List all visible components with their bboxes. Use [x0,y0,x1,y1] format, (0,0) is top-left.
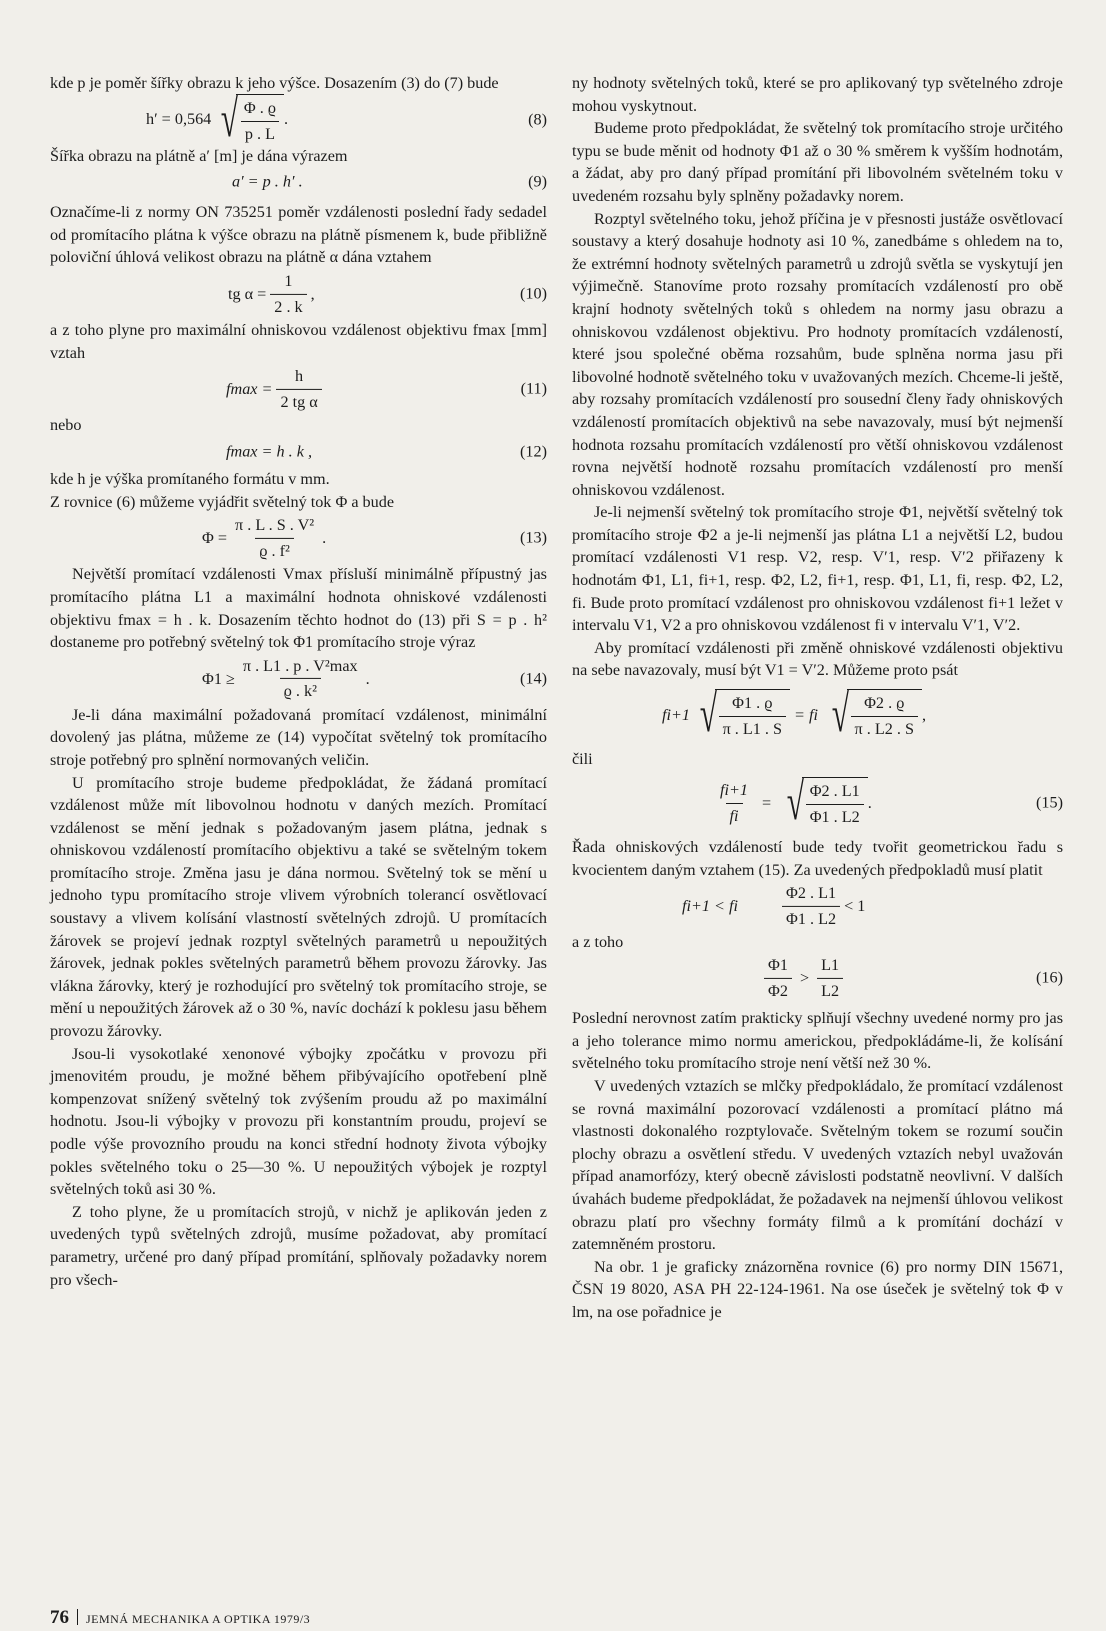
equation-11: fmax = $\frac{h}{\text{2 tg α}}$ (11) [50,366,547,412]
equation-number: (9) [528,172,547,191]
equation-root-relation: fi+1 √ $\frac{\Phi 1 . ϱ}{\pi . L1 . S}$ = fi √ $\frac{\Phi 2 . ϱ}{\pi . L2 . S}$ , [662,686,927,744]
paragraph: Šířka obrazu na plátně a′ [m] je dána výrazem [50,146,348,165]
equation-16: $\frac{\Phi 1}{\Phi 2}$ > $\frac{L1}{L2}$ (16) [572,955,1063,1001]
equation-number: (11) [520,379,547,398]
equation-number: (15) [1036,793,1063,812]
paragraph: a z toho plyne pro maximální ohniskovou vzdálenost objektivu fmax [mm] vztah [50,320,547,362]
equation-12: fmax = h . k , (12) [50,438,547,466]
equation-13: Φ = $\frac{\text{π . L . S . V²}}{\text{ϱ . f²}}$ . (13) [50,515,547,561]
equation-9: a′ = p . h′ . (9) [50,169,547,195]
equation-14: Φ1 ≥ $\frac{\text{π . L1 . p . V²max}}{\text{ϱ . k²}}$ . (14) [50,656,547,702]
paragraph: kde p je poměr šířky obrazu k jeho výšce. Dosazením (3) do (7) bude [50,74,499,92]
paragraph: Z toho plyne, že u promítacích strojů, v nichž je aplikován jeden z uvedených typů světelných zdrojů, musíme požadovat, aby promítací parametry, určené pro daný případ promítání, splňovaly požadavky norem pro všech- [50,1202,547,1289]
paragraph: V uvedených vztazích se mlčky předpokládalo, že promítací vzdálenost se rovná maximální pozorovací vzdálenosti a promítací plátno má vlastnosti dokonalého rozptylovače. Světelným tokem se rozumí součin plochy obrazu a osvětlení středu. V uvedených vztazích nebyl uvažován případ anamorfózy, který obecně závislosti podstatně neovlivní. V dalších úvahách budeme předpokládat, že požadavek na nejmenší úhlovou velikost obrazu platí pro všechny formáty filmů a k promítání dochází v zatemněném prostoru. [572,1077,1063,1254]
paragraph: ny hodnoty světelných toků, které se pro aplikovaný typ světelného zdroje mohou vyskytnout. [572,74,1063,115]
paragraph: Na obr. 1 je graficky znázorněna rovnice (6) pro normy DIN 15671, ČSN 19 8020, ASA PH 22-124-1961. Na ose úseček je světelný tok Φ v lm, na ose pořadnice je [572,1257,1063,1321]
paragraph: Je-li dána maximální požadovaná promítací vzdálenost, minimální dovolený jas plátna, můžeme ze (14) vypočítat světelný tok promítacího stroje potřebný pro splnění normovaných veličin. [50,705,547,769]
paragraph: Je-li nejmenší světelný tok promítacího stroje Φ1, největší světelný tok promítacího stroje Φ2 a je-li nejmenší jas plátna L1 a největší L2, budou promítací vzdálenosti V1 resp. V2, resp. V′1, resp. V′2 přiřazeny k hodnotám Φ1, L1, fi+1, resp. Φ2, L2, fi+1, resp. Φ1, L1, fi, resp. Φ2, L2, fi. Bude proto promítací vzdálenost pro ohniskovou vzdálenost fi+1 ležet v intervalu V1, V2 a pro ohniskovou vzdálenost fi v intervalu V′1, V′2. [572,503,1063,635]
text-cili: čili [572,750,593,769]
paragraph: Označíme-li z normy ON 735251 poměr vzdálenosti poslední řady sedadel od promítacího plátna k výšce obrazu na plátně písmenem k, bude přibližně poloviční úhlová velikost obrazu na plátně α dána vztahem [50,203,547,267]
paragraph: Poslední nerovnost zatím prakticky splňují všechny uvedené normy pro jas a jeho tolerance mimo normu americkou, předpokládáme-li, že kolísání světelného toku promítacího stroje není větší než 30 %. [572,1009,1063,1073]
equation-8: h′ = 0,564 √ $\frac{\Phi . ϱ}{p . L}$ . (8) [146,90,547,148]
equation-number: (16) [1036,968,1063,987]
equation-number: (8) [528,110,547,129]
fraction: $\frac{\Phi . ϱ}{p . L}$ [240,97,280,145]
footer-divider [77,1609,78,1625]
paragraph: Rozptyl světelného toku, jehož příčina je v přesnosti justáže osvětlovací soustavy a který dosahuje hodnoty asi 10 %, zanedbáme s ohledem na to, že extrémní hodnoty světelných parametrů u zdrojů světla se vyskytují jen výjimečně. Stanovíme proto rozsahy promítacích vzdáleností pro obě krajní hodnoty světelných toků s ohledem na normy jasu obrazu a ohniskovou vzdálenost objektivu. Pro hodnoty promítacích vzdáleností, které jsou společné oběma rozsahům, bude splněna norma jasu při libovolné hodnotě světelného toku v uvažovaných mezích. Chceme-li ještě, aby rozsahy promítacích vzdáleností pro sousední členy řady ohniskových vzdáleností promítacích objektivů na sebe navazovaly, musí být nejmenší hodnota rozsahu promítacích vzdáleností pro větší ohniskovou vzdálenost rovna největší hodnotě rozsahu promítacích vzdáleností pro menší ohniskovou vzdálenost. [572,209,1063,499]
inequality: fi+1 < fi $\frac{\Phi 2 . L1}{\Phi 1 . L2}$ < 1 [572,883,1063,929]
page-footer [50,1607,310,1629]
right-column [572,72,1063,1324]
paragraph: Řada ohniskových vzdáleností bude tedy tvořit geometrickou řadu s kvocientem daným vztahem (15). Za uvedených předpokladů musí platit [572,838,1063,879]
equation-15: $\frac{fi+1}{fi}$ = √ $\frac{\Phi 2 . L1}{\Phi 1 . L2}$ . (15) [720,774,1063,832]
equation-lhs: h′ = 0,564 [146,110,212,129]
left-column [50,72,547,1291]
paragraph: kde h je výška promítaného formátu v mm. [50,470,330,489]
equation-number: (10) [520,284,547,303]
paragraph: Budeme proto předpokládat, že světelný tok promítacího stroje určitého typu se bude měnit od hodnoty Φ1 až o 30 % směrem k vyšším hodnotám, a žádat, aby pro daný případ promítání při libovolném světelném toku v uvedeném rozsahu byly splněny požadavky norem. [572,119,1063,205]
paragraph: U promítacího stroje budeme předpokládat, že žádaná promítací vzdálenost může mít libovolnou hodnotu v daných mezích. Promítací vzdálenost se mění jednak s požadovaným jasem plátna, jednak s ohniskovou vzdáleností promítacího objektivu a také se světelným tokem promítacího stroje. Změna jasu je dána normou. Světelný tok se mění u jednoho typu promítacího stroje vlivem výrobních tolerancí osvětlovací soustavy a vlivem kolísání vlastností světelných zdrojů. U promítacích žárovek se projeví jednak rozptyl světelných parametrů u nepoužitých žárovek, jednak pokles světelných parametrů během provozu žárovky. Jas vlákna žárovky, který je rozhodující pro světelný tok promítacího stroje, se mění u nepoužitých žárovek až o 30 %, navíc dochází k poklesu jasu během provozu žárovky. [50,773,547,1041]
paragraph: Jsou-li vysokotlaké xenonové výbojky zpočátku v provozu při jmenovitém proudu, je možné během přibývajícího opotřebení plně kompenzovat snížený světelný tok zvýšením proudu až po maximální hodnotu. Jsou-li výbojky v provozu při konstantním proudu, projeví se podle výše provozního proudu na konci střední hodnoty života výbojky pokles světelného toku o 25—30 %. U nepoužitých výbojek je rozptyl světelných toků asi 30 %. [50,1044,547,1199]
paragraph: Z rovnice (6) můžeme vyjádřit světelný tok Φ a bude [50,492,395,511]
equation-10: tg α = $\frac{1}{2 . k}$ , (10) [50,271,547,317]
paragraph: Největší promítací vzdálenosti Vmax přísluší minimálně přípustný jas promítacího plátna L1 a maximální hodnota ohniskové vzdálenosti objektivu fmax = h . k. Dosazením těchto hodnot do (13) při S = p . h² dostaneme pro potřebný světelný tok Φ1 promítacího stroje výraz [50,565,547,652]
equation-number: (14) [520,669,547,688]
journal-title: JEMNÁ MECHANIKA A OPTIKA 1979/3 [86,1612,311,1626]
text-a-z-toho: a z toho [572,933,624,952]
equation-number: (12) [520,442,547,461]
paragraph: Aby promítací vzdálenosti při změně ohniskové vzdálenosti objektivu na sebe navazovaly, musí být V1 = V′2. Můžeme proto psát [572,638,1063,680]
equation-number: (13) [520,529,547,548]
square-root: √ $\frac{\Phi . ϱ}{p . L}$ [215,94,284,146]
page-number: 76 [50,1607,69,1628]
text-nebo: nebo [50,416,82,435]
